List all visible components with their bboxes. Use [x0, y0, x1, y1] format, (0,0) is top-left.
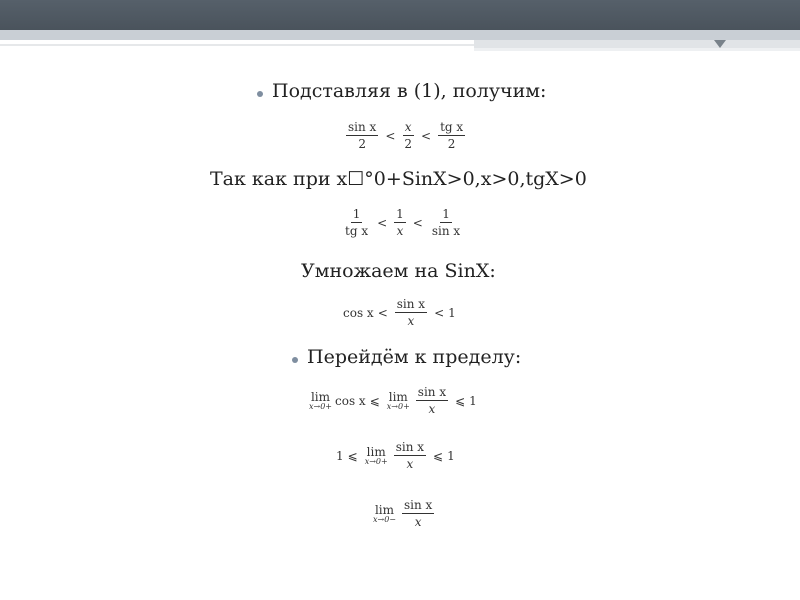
slide-header-underline [0, 30, 800, 40]
fraction: $\frac{\text{sin x}}{x}$ [396, 297, 426, 328]
formula-squeeze: 1 ⩽ lim x→0+ $\frac{\text{sin x}}{x}$ ⩽ 1 [336, 440, 455, 471]
formula-inequality-1: $\frac{\text{sin x}}{2}$ < $\frac{x}{2}$ < $\frac{\text{tg x}}{2}$ [348, 120, 464, 151]
fraction: $\frac{1}{\text{tg x}}$ [345, 207, 369, 238]
fraction: $\frac{1}{\text{sin x}}$ [431, 207, 461, 238]
slide-header-bar [0, 0, 800, 30]
limit-operator: lim x→0+ [364, 445, 388, 466]
bullet-icon [257, 91, 263, 97]
fraction: $\frac{\text{tg x}}{2}$ [440, 120, 464, 151]
limit-operator: lim x→0+ [386, 390, 410, 411]
fraction: $\frac{\text{sin x}}{2}$ [348, 120, 377, 151]
header-triangle-icon [714, 40, 726, 48]
fraction: $\frac{\text{sin x}}{x}$ [395, 440, 425, 471]
bullet-text-limit: Перейдём к пределу: [307, 346, 522, 368]
fraction: $\frac{\text{sin x}}{x}$ [404, 498, 433, 529]
limit-operator: lim x→0+ [309, 390, 333, 411]
formula-inequality-3: cos x < $\frac{\text{sin x}}{x}$ < 1 [343, 297, 456, 328]
bullet-icon [292, 357, 298, 363]
text-since-condition: Так как при x☐°0+SinX>0,x>0,tgX>0 [210, 168, 587, 190]
limit-operator: lim x→0− [373, 503, 397, 524]
fraction: $\frac{x}{2}$ [404, 120, 413, 151]
text-multiply: Умножаем на SinX: [301, 260, 496, 282]
slide-header-accent-2 [474, 48, 800, 51]
fraction: $\frac{\text{sin x}}{x}$ [417, 385, 447, 416]
bullet-text-substitute: Подставляя в (1), получим: [272, 80, 547, 102]
formula-inequality-2: $\frac{1}{\text{tg x}}$ < $\frac{1}{x}$ < $\frac{1}{\text{sin x}}$ [345, 207, 461, 238]
formula-left-limit [370, 498, 437, 529]
slide-header-accent [474, 40, 800, 48]
formula-limit-inequality: lim x→0+ cos x ⩽ lim x→0+ $\frac{\text{sin x}}{x}$ ⩽ 1 [309, 385, 477, 416]
fraction: $\frac{1}{x}$ [396, 207, 404, 238]
slide-header-rule [0, 44, 474, 46]
